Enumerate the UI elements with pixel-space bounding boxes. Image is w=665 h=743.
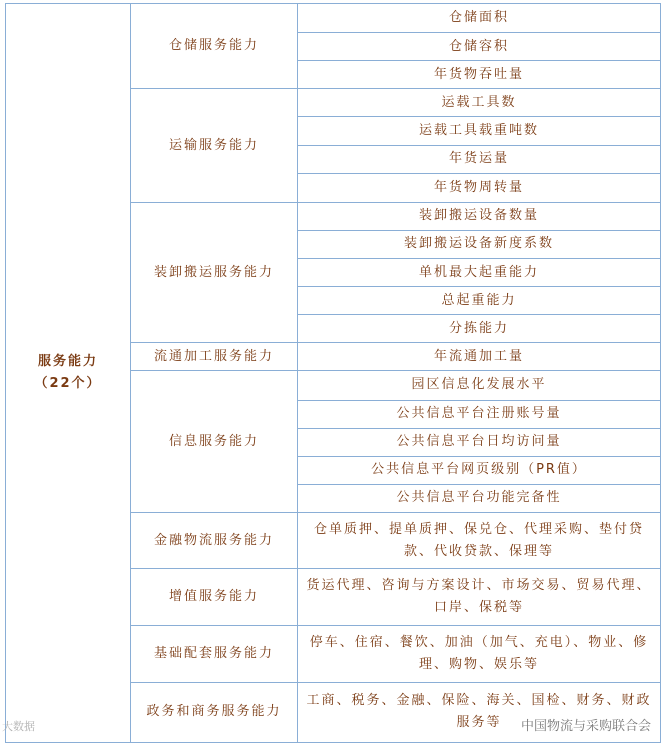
category-processing: 流通加工服务能力	[131, 343, 298, 371]
indicator: 分拣能力	[298, 315, 661, 343]
category-government-business: 政务和商务服务能力	[131, 682, 298, 742]
indicator: 年货运量	[298, 145, 661, 173]
category-transport: 运输服务能力	[131, 89, 298, 202]
root-count: （22个）	[34, 376, 102, 391]
indicator: 年货物吞吐量	[298, 61, 661, 89]
indicator: 运载工具载重吨数	[298, 117, 661, 145]
indicator: 单机最大起重能力	[298, 258, 661, 286]
indicator: 公共信息平台注册账号量	[298, 400, 661, 428]
indicator: 工商、税务、金融、保险、海关、国检、财务、财政服务等	[298, 682, 661, 742]
service-capability-table	[5, 3, 661, 743]
indicator: 仓储容积	[298, 33, 661, 61]
indicator: 总起重能力	[298, 287, 661, 315]
category-infrastructure: 基础配套服务能力	[131, 626, 298, 682]
indicator: 停车、住宿、餐饮、加油（加气、充电）、物业、修理、购物、娱乐等	[298, 626, 661, 682]
indicator: 园区信息化发展水平	[298, 371, 661, 400]
root-title: 服务能力	[37, 354, 98, 369]
indicator: 年货物周转量	[298, 173, 661, 202]
indicator: 货运代理、咨询与方案设计、市场交易、贸易代理、口岸、保税等	[298, 569, 661, 626]
watermark-text: 中国物流与采购联合会	[520, 719, 651, 734]
indicator: 装卸搬运设备数量	[298, 202, 661, 230]
indicator: 公共信息平台网页级别（PR值）	[298, 456, 661, 484]
indicator: 仓单质押、提单质押、保兑仓、代理采购、垫付贷款、代收贷款、保理等	[298, 512, 661, 568]
category-value-added: 增值服务能力	[131, 569, 298, 626]
indicator: 仓储面积	[298, 4, 661, 33]
category-warehousing: 仓储服务能力	[131, 4, 298, 89]
root-category	[6, 4, 131, 743]
indicator: 公共信息平台功能完备性	[298, 484, 661, 512]
category-information: 信息服务能力	[131, 371, 298, 513]
category-handling: 装卸搬运服务能力	[131, 202, 298, 343]
watermark-logo: 大数据	[2, 720, 35, 733]
indicator: 运载工具数	[298, 89, 661, 117]
indicator: 公共信息平台日均访问量	[298, 428, 661, 456]
category-finance: 金融物流服务能力	[131, 512, 298, 568]
indicator: 年流通加工量	[298, 343, 661, 371]
indicator: 装卸搬运设备新度系数	[298, 230, 661, 258]
